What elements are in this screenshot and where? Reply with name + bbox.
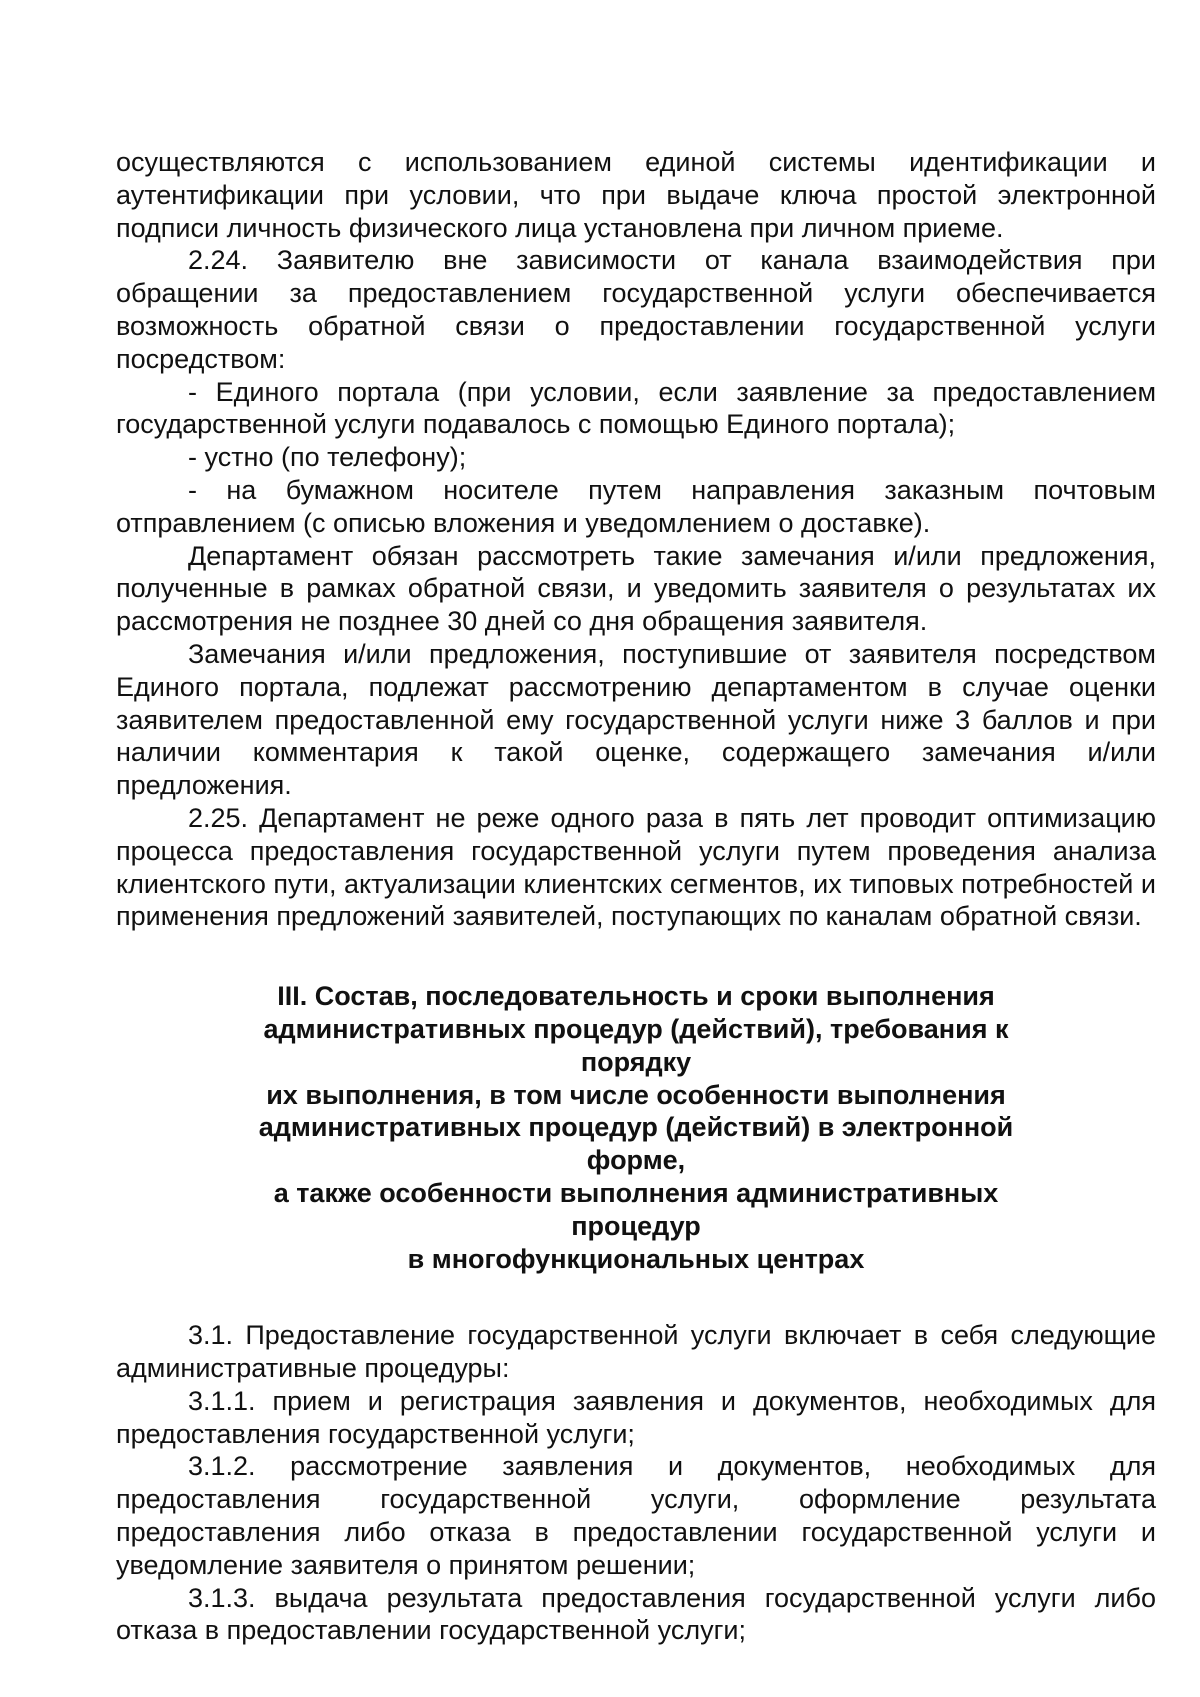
paragraph-3-1: 3.1. Предоставление государственной услуги включает в себя следующие административные процедуры: <box>116 1320 1156 1384</box>
heading-line: а также особенности выполнения административных процедур <box>273 1177 999 1241</box>
paragraph-3-1-1: 3.1.1. прием и регистрация заявления и документов, необходимых для предоставления государственной услуги; <box>116 1385 1156 1449</box>
document-page <box>116 146 1156 1647</box>
list-item-paper: - на бумажном носителе путем направления заказным почтовым отправлением (с описью вложения и уведомлением о доставке). <box>116 474 1156 538</box>
paragraph-continuation: осуществляются с использованием единой системы идентификации и аутентификации при условии, что при выдаче ключа простой электронной подписи личность физического лица установлена при личном приеме. <box>116 147 1156 243</box>
paragraph-3-1-3: 3.1.3. выдача результата предоставления государственной услуги либо отказа в предоставлении государственной услуги; <box>116 1582 1156 1646</box>
heading-line: административных процедур (действий) в электронной форме, <box>258 1112 1014 1176</box>
heading-line: их выполнения, в том числе особенности выполнения <box>266 1079 1006 1110</box>
heading-line: в многофункциональных центрах <box>407 1243 865 1274</box>
paragraph-department-obliged: Департамент обязан рассмотреть такие замечания и/или предложения, полученные в рамках обратной связи, и уведомить заявителя о результатах их рассмотрения не позднее 30 дней со дня обращения заявителя. <box>116 540 1156 637</box>
list-item-phone: - устно (по телефону); <box>188 442 467 473</box>
paragraph-2-24: 2.24. Заявителю вне зависимости от канала взаимодействия при обращении за предоставлением государственной услуги обеспечивается возможность обратной связи о предоставлении государственной услуги посредством: <box>116 245 1156 374</box>
paragraph-2-25: 2.25. Департамент не реже одного раза в пять лет проводит оптимизацию процесса предоставления государственной услуги путем проведения анализа клиентского пути, актуализации клиентских сегментов, их типовых потребностей и применения предложений заявителей, поступающих по каналам обратной связи. <box>116 802 1156 932</box>
heading-line: административных процедур (действий), требования к порядку <box>263 1013 1009 1077</box>
section-heading <box>116 980 1156 1275</box>
list-item-portal: - Единого портала (при условии, если заявление за предоставлением государственной услуги подавалось с помощью Единого портала); <box>116 376 1156 440</box>
paragraph-remarks: Замечания и/или предложения, поступившие от заявителя посредством Единого портала, подлежат рассмотрению департаментом в случае оценки заявителем предоставленной ему государственной услуги ниже 3 баллов и при наличии комментария к такой оценке, содержащего замечания и/или предложения. <box>116 638 1156 801</box>
heading-line: III. Состав, последовательность и сроки выполнения <box>277 981 995 1012</box>
paragraph-3-1-2: 3.1.2. рассмотрение заявления и документов, необходимых для предоставления государственной услуги, оформление результата предоставления либо отказа в предоставлении государственной услуги и уведомление заявителя о принятом решении; <box>116 1451 1156 1580</box>
